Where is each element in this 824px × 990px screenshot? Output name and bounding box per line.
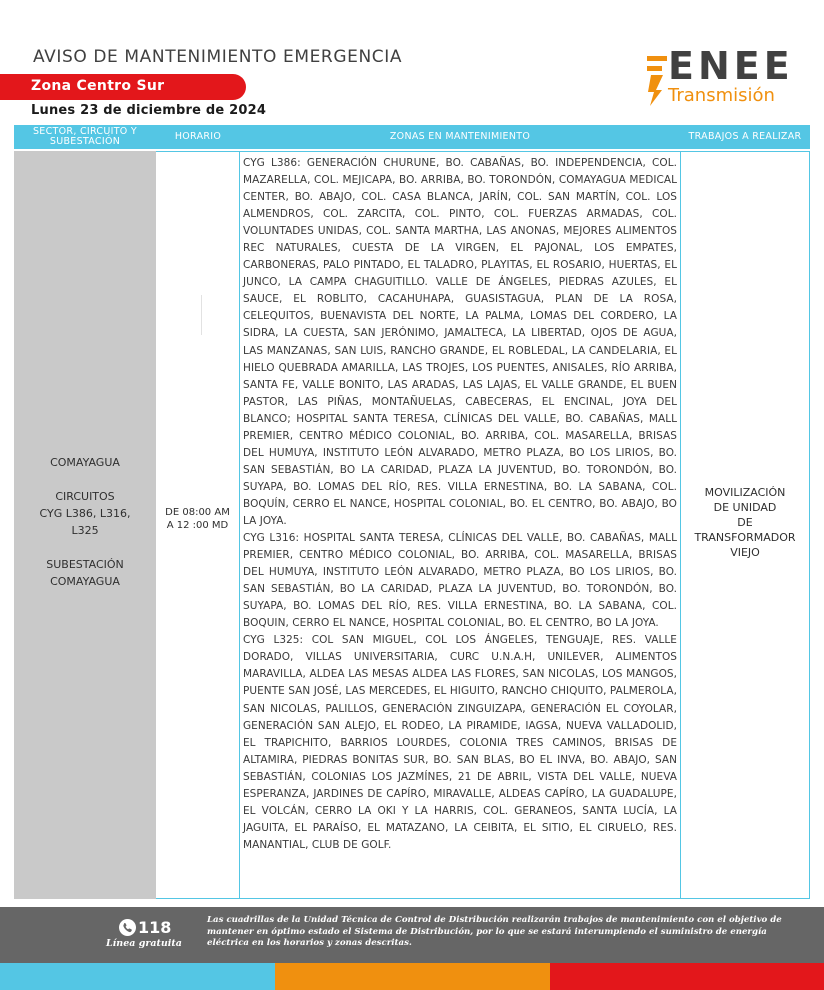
column-header-horario: HORARIO [174, 131, 222, 143]
circuits-list-line1: CYG L386, L316, [39, 507, 131, 520]
sector-name: COMAYAGUA [50, 456, 120, 469]
trabajos-line: DE [737, 515, 753, 529]
column-header-trabajos: TRABAJOS A REALIZAR [688, 131, 802, 143]
page-title: AVISO DE MANTENIMIENTO EMERGENCIA [33, 47, 403, 67]
substation-label: SUBESTACIÓN [46, 558, 124, 571]
horario-end: A 12 :00 MD [166, 520, 229, 531]
logo-wordmark: ENEE [668, 44, 794, 88]
zone-label: Zona Centro Sur [31, 78, 165, 94]
trabajos-line: TRANSFORMADOR [694, 530, 796, 544]
horario-cell [156, 151, 240, 899]
circuits-list-line2: L325 [71, 524, 99, 537]
trabajos-line: DE UNIDAD [713, 500, 777, 514]
column-header-zonas: ZONAS EN MANTENIMIENTO [389, 131, 531, 143]
divider-mark [201, 295, 202, 335]
phone-label: Línea gratuita [106, 938, 182, 949]
substation-name: COMAYAGUA [50, 575, 120, 588]
notice-date: Lunes 23 de diciembre de 2024 [31, 103, 267, 118]
phone-icon [119, 919, 136, 940]
stripe-blue [0, 963, 275, 990]
trabajos-cell [680, 151, 810, 899]
footer-notice: Las cuadrillas de la Unidad Técnica de Control de Distribución realizarán trabajos de mantenimiento con el objetivo de mantener en óptimo estado el Sistema de Distribución, por lo que se estará interumpiendo el suministro de energía eléctrica en los horarios y zonas descritas. [207, 915, 782, 948]
table-header [14, 125, 810, 149]
zonas-cell [240, 151, 680, 899]
zona-circuit-l386: CYG L386: GENERACIÓN CHURUNE, BO. CABAÑAS, BO. INDEPENDENCIA, COL. MAZARELLA, COL. MEJICAPA, BO. ARRIBA, BO. TORONDÓN, COMAYAGUA MEDICAL CENTER, BO. ABAJO, COL. CASA BLANCA, JARÍN, COL. SAN MARTÍN, COL. LOS ALMENDROS, COL. ZARCITA, COL. PINTO, COL. FUERZAS ARMADAS, COL. VOLUNTADES UNIDAS, COL. SANTA MARTHA, LAS ANONAS, MEJORES ALIMENTOS REC NATURALES, CUESTA DE LA VIRGEN, EL PAJONAL, LOS EMPATES, CARBONERAS, PALO PINTADO, EL TALADRO, PLAYITAS, EL ROSARIO, HUERTAS, EL JUNCO, LA CAMPA CHAGUITILLO. VALLE DE ÁNGELES, PIEDRAS AZULES, EL SAUCE, EL ROBLITO, CACAHUHAPA, GUASISTAGUA, PLAN DE LA ROSA, CELEQUITOS, BUENAVISTA DEL NORTE, LA PALMA, LOMAS DEL CORDERO, LA SIDRA, LA CUESTA, SAN JERÓNIMO, JAMALTECA, LA LIBERTAD, OJOS DE AGUA, LAS MANZANAS, SAN LUIS, RANCHO GRANDE, EL ROBLEDAL, LA CANDELARIA, EL HIELO QUEBRADA AMARILLA, LAS TROJES, LOS PUENTES, ANISALES, RÍO ARRIBA, SANTA FE, VALLE BONITO, LAS ARADAS, LAS LAJAS, EL VALLE GRANDE, EL BUEN PASTOR, LAS PIÑAS, MONTAÑUELAS, CABECERAS, EL ENCINAL, JOYA DEL BLANCO; HOSPITAL SANTA TERESA, CLÍNICAS DEL VALLE, BO. CABAÑAS, MALL PREMIER, CENTRO MÉDICO COLONIAL, BO. ARRIBA, COL. MASARELLA, BRISAS DEL HUMUYA, INSTITUTO LEÓN ALVARADO, METRO PLAZA, BO LOS LIRIOS, BO. SAN SEBASTIÁN, BO LA CARIDAD, PLAZA LA JUVENTUD, BO. TORONDÓN, BO. SUYAPA, BO. LOMAS DEL RÍO, RES. VILLA ERNESTINA, BO. LA SABANA, COL. BOQUÍN, CERRO EL NANCE, HOSPITAL COLONIAL, BO. EL CENTRO, BO. ABAJO, BO LA JOYA. [243, 157, 677, 527]
horario-start: DE 08:00 AM [165, 507, 230, 518]
trabajos-line: VIEJO [730, 545, 760, 559]
enee-logo-icon [647, 56, 667, 110]
phone-number: 118 [138, 918, 172, 937]
column-header-sector: SECTOR, CIRCUITO Y SUBESTACIÓN [32, 126, 138, 147]
trabajos-line: MOVILIZACIÓN [704, 485, 786, 499]
logo-subtitle: Transmisión [668, 85, 775, 106]
sector-cell [14, 151, 156, 899]
zona-circuit-l325: CYG L325: COL SAN MIGUEL, COL LOS ÁNGELES, TENGUAJE, RES. VALLE DORADO, VILLAS UNIVERSITARIA, CURC U.N.A.H, UNILEVER, ALIMENTOS MARAVILLA, ALDEA LAS MESAS ALDEA LAS FLORES, SAN NICOLAS, LOS MANGOS, PUENTE SAN JOSÉ, LAS MERCEDES, EL HIGUITO, RANCHO CHIQUITO, PALMEROLA, SAN NICOLAS, PALILLOS, GENERACIÓN ZINGUIZAPA, GENERACIÓN EL COYOLAR, GENERACIÓN SAN ALEJO, EL RODEO, LA PIRAMIDE, IAGSA, NUEVA VALLADOLID, EL TRAPICHITO, BARRIOS LOURDES, COLONIA TRES CAMINOS, BRISAS DE ALTAMIRA, PIEDRAS BONITAS SUR, BO. SAN BLAS, BO EL INVA, BO. ABAJO, SAN SEBASTIÁN, COLONIAS LOS JAZMÍNES, 21 DE ABRIL, VISTA DEL VALLE, NUEVA ESPERANZA, JARDINES DE CAPÍRO, MIRAVALLE, ALDEAS CAPÍRO, LA GUADALUPE, EL VOLCÁN, CERRO LA OKI Y LA HARRIS, COL. GERANEOS, SANTA LUCÍA, LA JAGUITA, EL PARAÍSO, EL MATAZANO, LA CEIBITA, EL SITIO, EL CIRUELO, RES. MANANTIAL, CLUB DE GOLF. [243, 634, 677, 851]
zona-circuit-l316: CYG L316: HOSPITAL SANTA TERESA, CLÍNICAS DEL VALLE, BO. CABAÑAS, MALL PREMIER, CENTRO MÉDICO COLONIAL, BO. ARRIBA, COL. MASARELLA, BRISAS DEL HUMUYA, INSTITUTO LEÓN ALVARADO, METRO PLAZA, BO LOS LIRIOS, BO. SAN SEBASTIÁN, BO LA CARIDAD, PLAZA LA JUVENTUD, BO. TORONDÓN, BO. SUYAPA, BO. LOMAS DEL RÍO, RES. VILLA ERNESTINA, BO. LA SABANA, COL. BOQUIN, CERRO EL NANCE, HOSPITAL COLONIAL, BO. EL CENTRO, BO LA JOYA. [243, 532, 677, 630]
stripe-red [550, 963, 824, 990]
circuits-label: CIRCUITOS [55, 490, 115, 503]
stripe-orange [275, 963, 550, 990]
